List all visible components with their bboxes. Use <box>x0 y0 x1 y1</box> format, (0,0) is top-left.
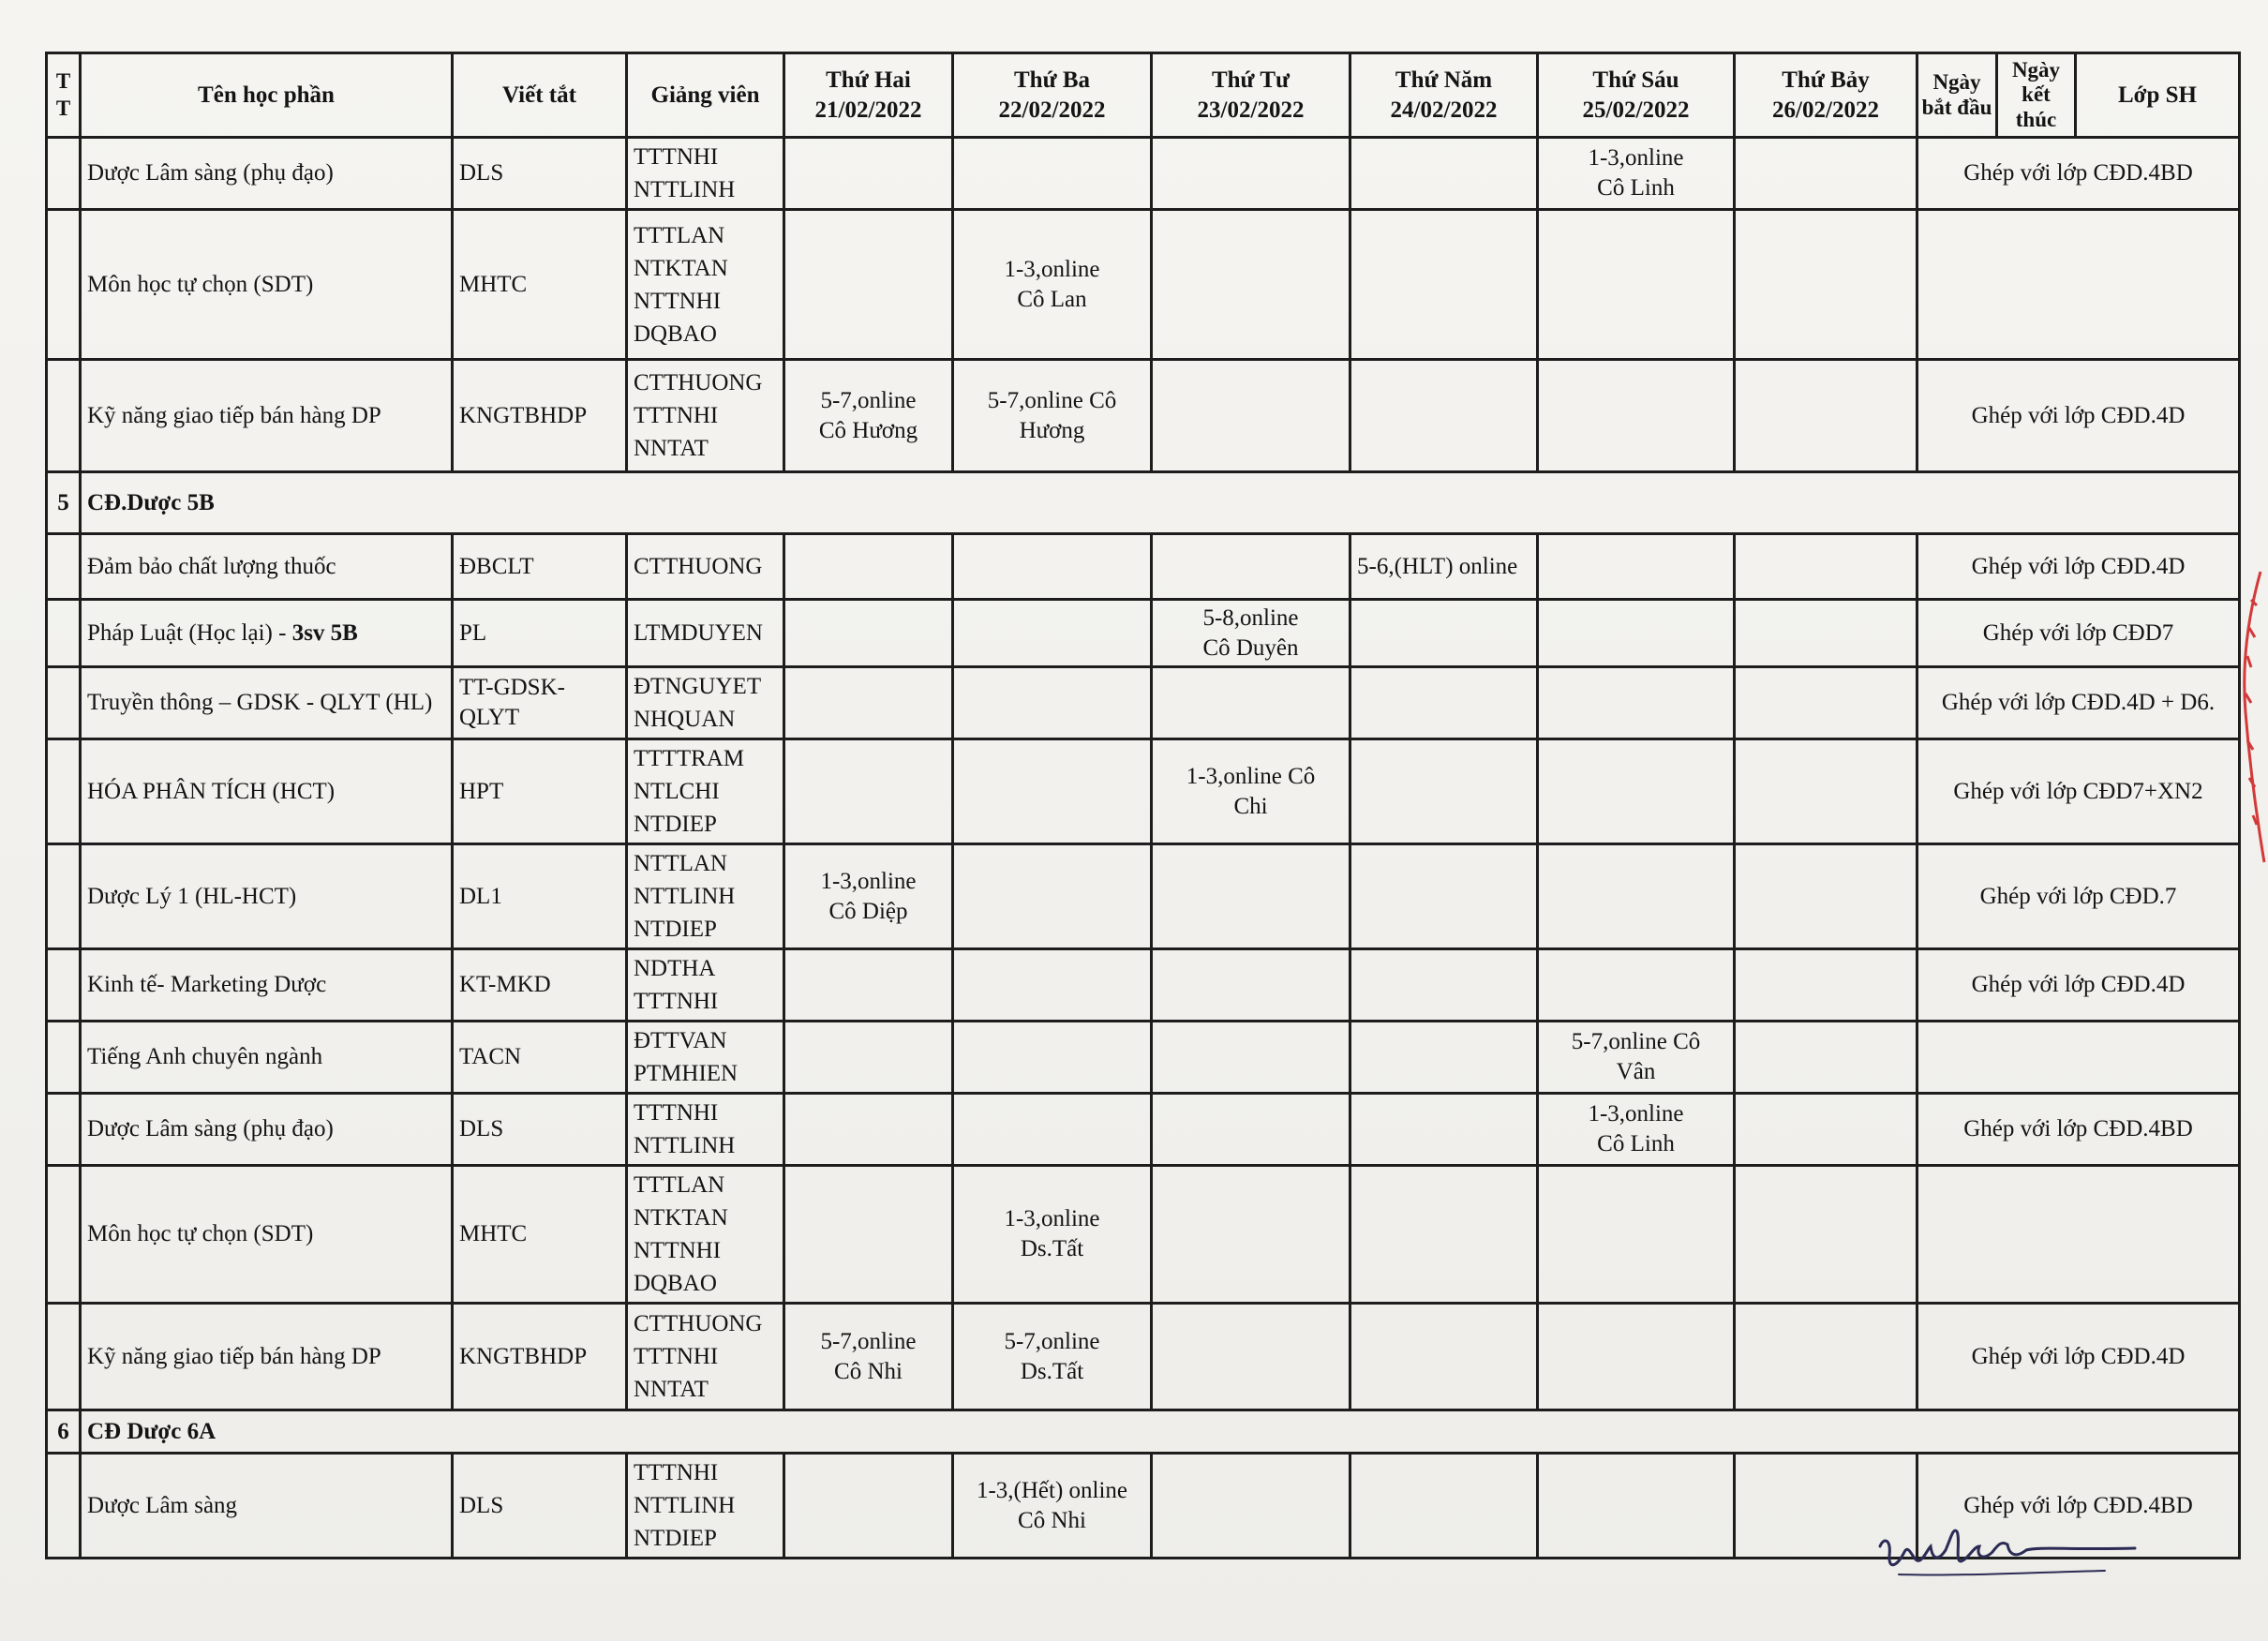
section-title: CĐ.Dược 5B <box>81 472 2240 534</box>
day-cell-sat <box>1735 1166 1917 1304</box>
day-cell-mon <box>784 534 953 600</box>
class-sh-cell: Ghép với lớp CĐD.4BD <box>1917 1094 2240 1166</box>
day-cell-sat <box>1735 1022 1917 1094</box>
day-cell-sat <box>1735 844 1917 949</box>
day-cell-fri <box>1538 600 1735 667</box>
day-cell-sat <box>1735 667 1917 739</box>
day-cell-mon <box>784 1094 953 1166</box>
course-name-text: Đảm bảo chất lượng thuốc <box>87 553 336 579</box>
day-cell-mon <box>784 1166 953 1304</box>
course-lecturers: TTTNHI NTTLINH <box>627 138 784 210</box>
day-cell-tue <box>953 667 1152 739</box>
header-row <box>47 53 2240 138</box>
day-cell-sat <box>1735 360 1917 472</box>
course-name <box>81 1166 453 1304</box>
course-row <box>47 844 2240 949</box>
course-row <box>47 667 2240 739</box>
class-sh-cell <box>1917 1166 2240 1304</box>
course-lecturers: TTTNHI NTTLINH <box>627 1094 784 1166</box>
day-cell-fri <box>1538 1454 1735 1559</box>
course-name-text: Dược Lâm sàng <box>87 1492 238 1518</box>
course-name <box>81 667 453 739</box>
day-cell-thu <box>1350 360 1538 472</box>
day-cell-thu <box>1350 1022 1538 1094</box>
course-row <box>47 1094 2240 1166</box>
class-sh-cell: Ghép với lớp CĐD.4D <box>1917 1304 2240 1410</box>
course-abbr: TT-GDSK-QLYT <box>453 667 627 739</box>
day-cell-fri: 1-3,online Cô Linh <box>1538 1094 1735 1166</box>
course-abbr: DLS <box>453 1094 627 1166</box>
course-name <box>81 210 453 360</box>
course-row <box>47 1304 2240 1410</box>
day-cell-sat <box>1735 739 1917 844</box>
day-cell-wed <box>1152 1166 1350 1304</box>
course-name <box>81 1304 453 1410</box>
class-sh-cell <box>1917 210 2240 360</box>
signature <box>1871 1518 2152 1593</box>
header-day-wed: Thứ Tư 23/02/2022 <box>1152 53 1350 138</box>
course-lecturers: TTTNHI NTTLINH NTDIEP <box>627 1454 784 1559</box>
course-abbr: MHTC <box>453 1166 627 1304</box>
day-cell-mon: 1-3,online Cô Diệp <box>784 844 953 949</box>
course-name <box>81 138 453 210</box>
day-cell-wed: 5-8,online Cô Duyên <box>1152 600 1350 667</box>
day-cell-wed <box>1152 1304 1350 1410</box>
header-abbr: Viết tắt <box>453 53 627 138</box>
course-lecturers: LTMDUYEN <box>627 600 784 667</box>
day-cell-tue: 5-7,online Ds.Tất <box>953 1304 1152 1410</box>
course-name <box>81 844 453 949</box>
course-row <box>47 1022 2240 1094</box>
course-name <box>81 360 453 472</box>
tt-cell <box>47 600 81 667</box>
class-sh-cell: Ghép với lớp CĐD.4D <box>1917 534 2240 600</box>
course-abbr: KNGTBHDP <box>453 1304 627 1410</box>
header-start-date: Ngày bắt đầu <box>1917 53 1997 138</box>
day-cell-tue: 1-3,online Ds.Tất <box>953 1166 1152 1304</box>
day-cell-fri <box>1538 667 1735 739</box>
day-cell-thu <box>1350 1304 1538 1410</box>
day-cell-wed <box>1152 210 1350 360</box>
tt-cell <box>47 1454 81 1559</box>
day-cell-fri <box>1538 739 1735 844</box>
tt-cell <box>47 739 81 844</box>
course-name-text: Dược Lý 1 (HL-HCT) <box>87 883 297 909</box>
section-number: 5 <box>47 472 81 534</box>
class-sh-cell: Ghép với lớp CĐD.4BD <box>1917 138 2240 210</box>
day-cell-tue <box>953 1022 1152 1094</box>
course-lecturers: NTTLAN NTTLINH NTDIEP <box>627 844 784 949</box>
day-cell-mon <box>784 600 953 667</box>
day-cell-tue <box>953 138 1152 210</box>
section-number: 6 <box>47 1410 81 1454</box>
day-cell-fri <box>1538 360 1735 472</box>
day-cell-mon <box>784 667 953 739</box>
course-row <box>47 949 2240 1022</box>
tt-cell <box>47 210 81 360</box>
day-cell-fri <box>1538 534 1735 600</box>
header-day-fri: Thứ Sáu 25/02/2022 <box>1538 53 1735 138</box>
header-lecturer: Giảng viên <box>627 53 784 138</box>
course-name-text: Kinh tế- Marketing Dược <box>87 972 327 997</box>
course-lecturers: TTTLAN NTKTAN NTTNHI DQBAO <box>627 1166 784 1304</box>
day-cell-mon <box>784 949 953 1022</box>
course-lecturers: CTTHUONG TTTNHI NNTAT <box>627 360 784 472</box>
day-cell-sat <box>1735 210 1917 360</box>
course-row <box>47 739 2240 844</box>
course-name-text: Môn học tự chọn (SDT) <box>87 1221 314 1246</box>
course-row <box>47 534 2240 600</box>
day-cell-wed <box>1152 1022 1350 1094</box>
course-lecturers: ĐTNGUYET NHQUAN <box>627 667 784 739</box>
course-abbr: TACN <box>453 1022 627 1094</box>
section-row <box>47 1410 2240 1454</box>
day-cell-tue <box>953 739 1152 844</box>
day-cell-thu <box>1350 949 1538 1022</box>
day-cell-tue: 5-7,online Cô Hương <box>953 360 1152 472</box>
day-cell-mon <box>784 138 953 210</box>
day-cell-wed <box>1152 138 1350 210</box>
header-day-mon: Thứ Hai 21/02/2022 <box>784 53 953 138</box>
day-cell-wed <box>1152 844 1350 949</box>
day-cell-tue <box>953 534 1152 600</box>
course-lecturers: CTTHUONG <box>627 534 784 600</box>
course-row <box>47 360 2240 472</box>
day-cell-thu <box>1350 667 1538 739</box>
header-class-sh: Lớp SH <box>2076 53 2240 138</box>
course-name <box>81 739 453 844</box>
course-name-text: Kỹ năng giao tiếp bán hàng DP <box>87 1343 381 1369</box>
day-cell-wed <box>1152 360 1350 472</box>
day-cell-sat <box>1735 534 1917 600</box>
day-cell-thu <box>1350 1094 1538 1166</box>
course-name-text: Dược Lâm sàng (phụ đạo) <box>87 160 334 186</box>
course-abbr: DLS <box>453 1454 627 1559</box>
tt-cell <box>47 1166 81 1304</box>
course-row <box>47 210 2240 360</box>
course-name-text: Tiếng Anh chuyên ngành <box>87 1044 323 1069</box>
section-title: CĐ Dược 6A <box>81 1410 2240 1454</box>
class-sh-cell <box>1917 1022 2240 1094</box>
day-cell-wed <box>1152 667 1350 739</box>
day-cell-thu: 5-6,(HLT) online <box>1350 534 1538 600</box>
day-cell-tue <box>953 844 1152 949</box>
day-cell-mon <box>784 1454 953 1559</box>
day-cell-thu <box>1350 844 1538 949</box>
course-name <box>81 1454 453 1559</box>
course-lecturers: TTTLAN NTKTAN NTTNHI DQBAO <box>627 210 784 360</box>
day-cell-thu <box>1350 600 1538 667</box>
course-abbr: KNGTBHDP <box>453 360 627 472</box>
course-row <box>47 1166 2240 1304</box>
day-cell-thu <box>1350 138 1538 210</box>
day-cell-wed <box>1152 534 1350 600</box>
day-cell-wed <box>1152 1454 1350 1559</box>
course-row <box>47 138 2240 210</box>
course-name <box>81 1022 453 1094</box>
tt-cell <box>47 1022 81 1094</box>
day-cell-sat <box>1735 138 1917 210</box>
stamp-fragment <box>2223 562 2268 872</box>
day-cell-sat <box>1735 949 1917 1022</box>
day-cell-thu <box>1350 739 1538 844</box>
tt-cell <box>47 534 81 600</box>
course-lecturers: TTTTRAM NTLCHI NTDIEP <box>627 739 784 844</box>
day-cell-thu <box>1350 1166 1538 1304</box>
day-cell-fri: 1-3,online Cô Linh <box>1538 138 1735 210</box>
schedule-body <box>47 138 2240 1559</box>
course-row <box>47 600 2240 667</box>
course-name <box>81 1094 453 1166</box>
course-lecturers: NDTHA TTTNHI <box>627 949 784 1022</box>
header-day-sat: Thứ Bảy 26/02/2022 <box>1735 53 1917 138</box>
tt-cell <box>47 1094 81 1166</box>
course-lecturers: ĐTTVAN PTMHIEN <box>627 1022 784 1094</box>
day-cell-tue <box>953 1094 1152 1166</box>
section-row <box>47 472 2240 534</box>
day-cell-wed: 1-3,online Cô Chi <box>1152 739 1350 844</box>
day-cell-tue <box>953 600 1152 667</box>
course-name-text: Truyền thông – GDSK - QLYT (HL) <box>87 690 433 715</box>
class-sh-cell: Ghép với lớp CĐD.7 <box>1917 844 2240 949</box>
tt-cell <box>47 360 81 472</box>
header-day-tue: Thứ Ba 22/02/2022 <box>953 53 1152 138</box>
course-name-text: Pháp Luật (Học lại) - <box>87 619 292 646</box>
class-sh-cell: Ghép với lớp CĐD7+XN2 <box>1917 739 2240 844</box>
class-sh-cell: Ghép với lớp CĐD.4D + D6. <box>1917 667 2240 739</box>
header-end-date: Ngày kết thúc <box>1997 53 2076 138</box>
course-abbr: KT-MKD <box>453 949 627 1022</box>
day-cell-fri <box>1538 1166 1735 1304</box>
day-cell-mon <box>784 1022 953 1094</box>
class-sh-cell: Ghép với lớp CĐD.4D <box>1917 949 2240 1022</box>
day-cell-mon: 5-7,online Cô Nhi <box>784 1304 953 1410</box>
day-cell-sat <box>1735 1094 1917 1166</box>
tt-cell <box>47 1304 81 1410</box>
tt-cell <box>47 138 81 210</box>
day-cell-wed <box>1152 949 1350 1022</box>
day-cell-sat <box>1735 1304 1917 1410</box>
day-cell-tue <box>953 949 1152 1022</box>
day-cell-fri <box>1538 844 1735 949</box>
day-cell-fri <box>1538 1304 1735 1410</box>
course-name <box>81 600 453 667</box>
class-sh-cell: Ghép với lớp CĐD.4D <box>1917 360 2240 472</box>
day-cell-tue: 1-3,online Cô Lan <box>953 210 1152 360</box>
day-cell-fri: 5-7,online Cô Vân <box>1538 1022 1735 1094</box>
course-abbr: PL <box>453 600 627 667</box>
day-cell-wed <box>1152 1094 1350 1166</box>
day-cell-thu <box>1350 210 1538 360</box>
header-course: Tên học phần <box>81 53 453 138</box>
class-sh-cell: Ghép với lớp CĐD.4BD <box>1917 1454 2240 1559</box>
day-cell-fri <box>1538 949 1735 1022</box>
course-name <box>81 949 453 1022</box>
header-day-thu: Thứ Năm 24/02/2022 <box>1350 53 1538 138</box>
day-cell-mon: 5-7,online Cô Hương <box>784 360 953 472</box>
day-cell-sat <box>1735 600 1917 667</box>
day-cell-thu <box>1350 1454 1538 1559</box>
class-sh-cell: Ghép với lớp CĐD7 <box>1917 600 2240 667</box>
day-cell-fri <box>1538 210 1735 360</box>
schedule-table <box>45 52 2241 1559</box>
tt-cell <box>47 844 81 949</box>
tt-cell <box>47 949 81 1022</box>
course-name-text: Dược Lâm sàng (phụ đạo) <box>87 1116 334 1141</box>
course-name <box>81 534 453 600</box>
course-abbr: ĐBCLT <box>453 534 627 600</box>
course-abbr: DLS <box>453 138 627 210</box>
day-cell-mon <box>784 210 953 360</box>
header-tt: T T <box>47 53 81 138</box>
tt-cell <box>47 667 81 739</box>
course-abbr: MHTC <box>453 210 627 360</box>
course-abbr: DL1 <box>453 844 627 949</box>
course-abbr: HPT <box>453 739 627 844</box>
day-cell-mon <box>784 739 953 844</box>
course-name-bold: 3sv 5B <box>291 619 358 646</box>
course-name-text: HÓA PHÂN TÍCH (HCT) <box>87 778 336 804</box>
course-name-text: Môn học tự chọn (SDT) <box>87 271 314 297</box>
day-cell-tue: 1-3,(Hết) online Cô Nhi <box>953 1454 1152 1559</box>
course-name-text: Kỹ năng giao tiếp bán hàng DP <box>87 402 381 428</box>
course-lecturers: CTTHUONG TTTNHI NNTAT <box>627 1304 784 1410</box>
